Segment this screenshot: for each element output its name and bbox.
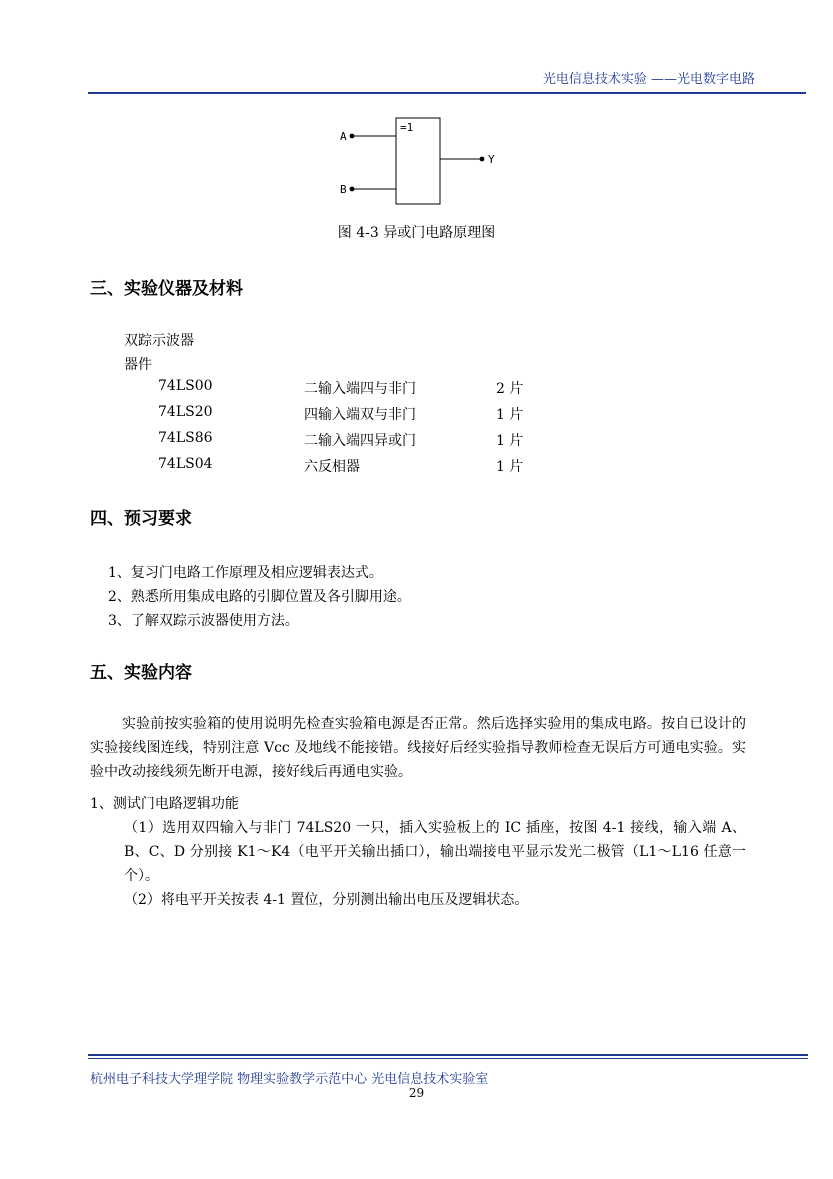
prep-item: 2、熟悉所用集成电路的引脚位置及各引脚用途。 [108, 589, 411, 605]
header-rule [88, 92, 806, 94]
step-1-text: （1）选用双四输入与非门 74LS20 一只，插入实验板上的 IC 插座，按图 4-1 接线，输入端 A、B、C、D 分别接 K1～K4（电平开关输出插口），输出端接电平显示发光二极管（L1～L16 任意一个）。 [124, 820, 746, 884]
component-desc: 二输入端四异或门 [304, 433, 416, 449]
gate-symbol: =1 [400, 121, 414, 134]
component-qty: 1 片 [496, 407, 524, 423]
section-5-title: 五、实验内容 [90, 663, 192, 683]
figure-caption: 图 4-3 异或门电路原理图 [337, 225, 496, 241]
input-b-label: B [340, 183, 347, 196]
prep-item: 1、复习门电路工作原理及相应逻辑表达式。 [108, 565, 383, 581]
page-number: 29 [408, 1086, 425, 1100]
input-a-label: A [340, 130, 347, 143]
prep-item: 3、了解双踪示波器使用方法。 [108, 613, 299, 629]
footer-rule-thin [88, 1058, 808, 1059]
component-desc: 二输入端四与非门 [304, 381, 416, 397]
component-qty: 2 片 [496, 381, 524, 397]
running-header: 光电信息技术实验 ——光电数字电路 [542, 72, 755, 87]
component-desc: 四输入端双与非门 [304, 407, 416, 423]
component-qty: 1 片 [496, 459, 524, 475]
output-dot [480, 157, 485, 162]
input-b-dot [350, 187, 355, 192]
component-qty: 1 片 [496, 433, 524, 449]
component-model: 74LS86 [158, 430, 213, 446]
section-4-title: 四、预习要求 [90, 509, 192, 529]
xor-gate-diagram [330, 112, 520, 212]
item-components: 器件 [124, 357, 152, 373]
component-desc: 六反相器 [304, 459, 360, 475]
footer-institution: 杭州电子科技大学理学院 物理实验教学示范中心 光电信息技术实验室 [90, 1072, 489, 1087]
footer-rule [88, 1054, 808, 1056]
step-2: （2）将电平开关按表 4-1 置位，分别测出输出电压及逻辑状态。 [124, 892, 529, 908]
input-a-dot [350, 134, 355, 139]
section-3-title: 三、实验仪器及材料 [90, 279, 243, 299]
subsection-title: 1、测试门电路逻辑功能 [90, 796, 239, 812]
step-1 [124, 816, 746, 888]
item-oscilloscope: 双踪示波器 [124, 333, 194, 349]
component-model: 74LS00 [158, 378, 213, 394]
output-label: Y [488, 153, 495, 166]
component-model: 74LS20 [158, 404, 213, 420]
component-model: 74LS04 [158, 456, 213, 472]
intro-paragraph: 实验前按实验箱的使用说明先检查实验箱电源是否正常。然后选择实验用的集成电路。按自已设计的实验接线图连线，特别注意 Vcc 及地线不能接错。线接好后经实验指导教师检查无误后方可通电实验。实验中改动接线须先断开电源，接好线后再通电实验。 [90, 716, 746, 780]
